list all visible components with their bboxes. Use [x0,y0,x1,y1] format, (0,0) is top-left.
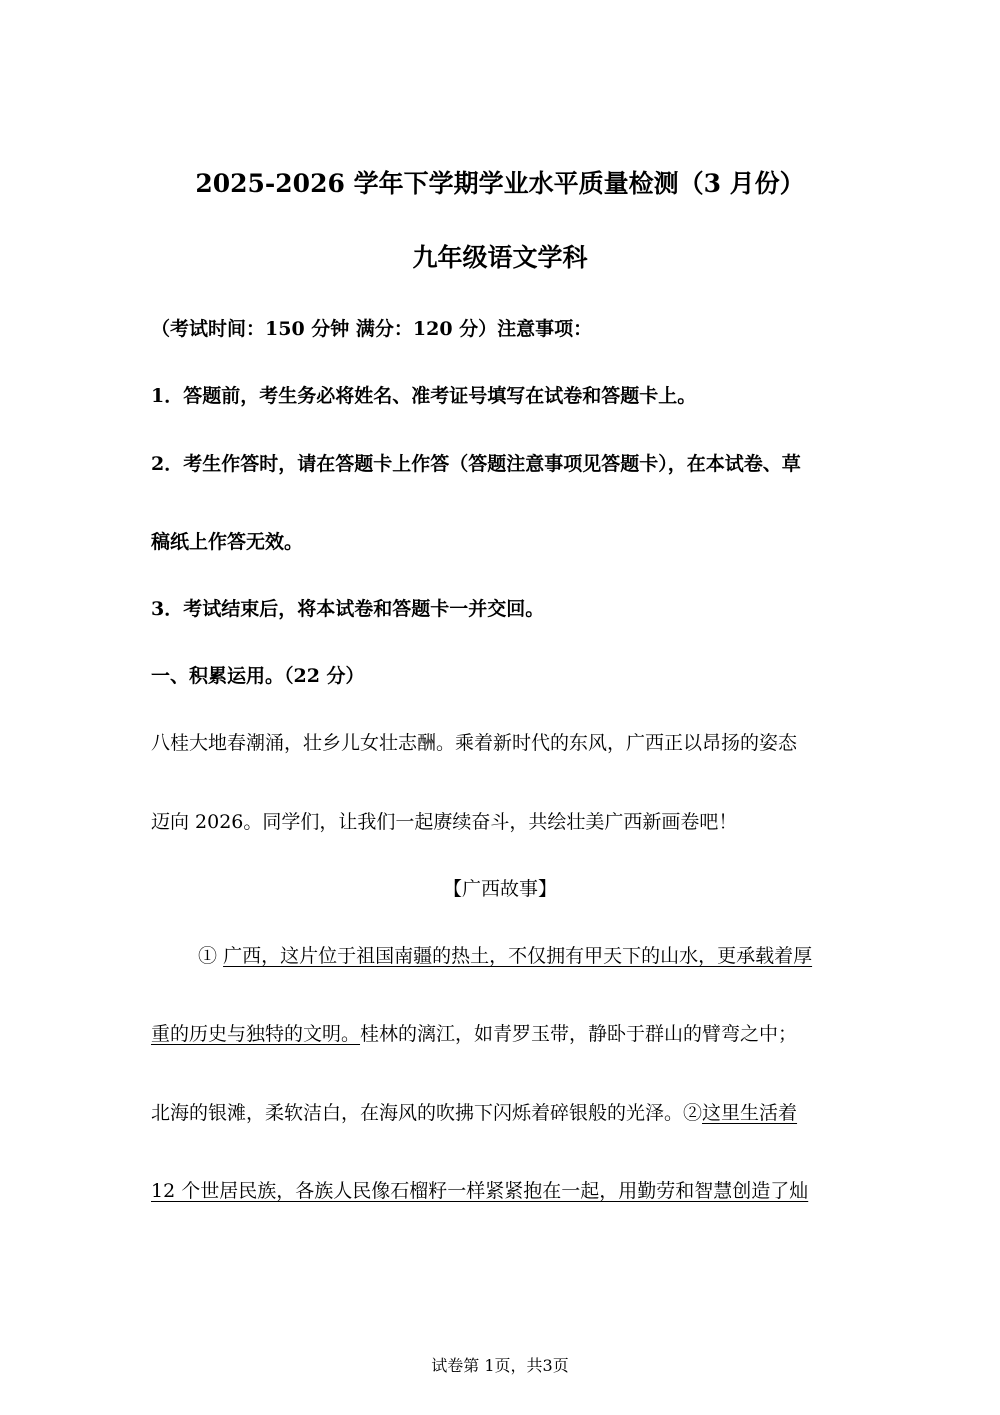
passage-line-4 [151,1178,808,1204]
underlined-sentence-1a: 广西，这片位于祖国南疆的热土，不仅拥有甲天下的山水，更承载着厚 [223,945,813,967]
exam-info: （考试时间：150 分钟 满分：120 分）注意事项： [151,318,593,340]
passage-line-3 [151,1100,797,1126]
sentence-marker-2: ② [683,1102,703,1124]
instruction-item-2-line-2: 稿纸上作答无效。 [151,531,304,553]
underlined-sentence-2a: 这里生活着 [702,1102,798,1124]
intro-line-2: 迈向 2026。同学们，让我们一起赓续奋斗，共绘壮美广西新画卷吧！ [151,811,738,833]
story-subheading: 【广西故事】 [442,878,557,900]
exam-title: 2025-2026 学年下学期学业水平质量检测（3 月份） [195,169,805,198]
passage-line-2 [151,1021,797,1047]
intro-line-1: 八桂大地春潮涌，壮乡儿女壮志酬。乘着新时代的东风，广西正以昂扬的姿态 [151,732,798,754]
passage-line-1 [198,943,812,969]
passage-text-3: 北海的银滩，柔软洁白，在海风的吹拂下闪烁着碎银般的光泽。 [151,1102,684,1124]
instruction-item-3: 3．考试结束后，将本试卷和答题卡一并交回。 [151,598,545,620]
page-footer: 试卷第 1页，共3页 [431,1356,569,1375]
instruction-item-1: 1．答题前，考生务必将姓名、准考证号填写在试卷和答题卡上。 [151,385,697,407]
underlined-sentence-2b: 12 个世居民族，各族人民像石榴籽一样紧紧抱在一起，用勤劳和智慧创造了灿 [151,1180,809,1202]
instruction-item-2-line-1: 2．考生作答时，请在答题卡上作答（答题注意事项见答题卡），在本试卷、草 [151,453,801,475]
underlined-sentence-1b: 重的历史与独特的文明。 [151,1023,361,1045]
sentence-marker-1: ① [198,945,218,967]
exam-subtitle: 九年级语文学科 [412,243,588,272]
section-heading: 一、积累运用。（22 分） [151,665,365,687]
passage-text-2: 桂林的漓江，如青罗玉带，静卧于群山的臂弯之中； [360,1023,798,1045]
